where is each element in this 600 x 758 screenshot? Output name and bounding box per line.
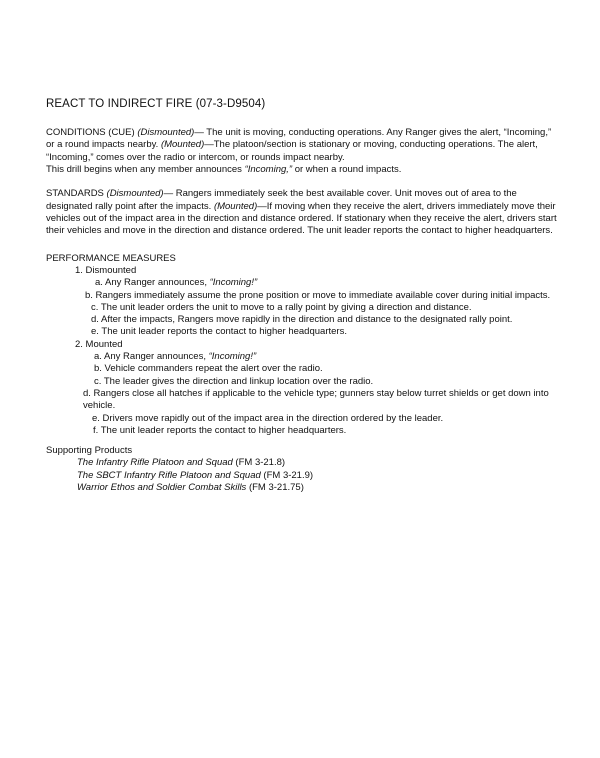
supporting-products-heading: Supporting Products xyxy=(46,445,133,457)
supporting-products-section xyxy=(46,445,560,494)
document-title: REACT TO INDIRECT FIRE (07-3-D9504) xyxy=(46,98,266,110)
pm-item-1e: e. The unit leader reports the contact to higher headquarters. xyxy=(91,326,347,338)
standards-paragraph xyxy=(46,188,560,237)
pm-item-2c: c. The leader gives the direction and linkup location over the radio. xyxy=(94,375,374,387)
pm-item-1b: b. Rangers immediately assume the prone position or move to immediate available cover during initial impacts. xyxy=(85,289,551,301)
supporting-product-2: The SBCT Infantry Rifle Platoon and Squad (FM 3-21.9) xyxy=(77,469,314,481)
supporting-product-1: The Infantry Rifle Platoon and Squad (FM 3-21.8) xyxy=(77,457,286,469)
performance-measures-heading: PERFORMANCE MEASURES xyxy=(46,252,176,264)
pm-group-1-label: 1. Dismounted xyxy=(75,264,137,276)
pm-item-1a: a. Any Ranger announces, “Incoming!” xyxy=(95,277,258,289)
pm-item-1c: c. The unit leader orders the unit to move to a rally point by giving a direction and distance. xyxy=(91,301,472,313)
pm-item-2d: d. Rangers close all hatches if applicable to the vehicle type; gunners stay below turret shields or get down into vehicle. xyxy=(83,387,549,412)
pm-item-2e: e. Drivers move rapidly out of the impact area in the direction ordered by the leader. xyxy=(92,412,444,424)
supporting-product-3: Warrior Ethos and Soldier Combat Skills (FM 3-21.75) xyxy=(77,482,304,494)
pm-item-2a: a. Any Ranger announces, “Incoming!” xyxy=(94,351,257,363)
pm-item-1d: d. After the impacts, Rangers move rapidly in the direction and distance to the designated rally point. xyxy=(91,314,513,326)
pm-group-2-label: 2. Mounted xyxy=(75,338,123,350)
performance-measures-section xyxy=(46,253,560,437)
conditions-paragraph xyxy=(46,127,560,176)
drill-trigger-text: This drill begins when any member announces “Incoming,” or when a round impacts. xyxy=(46,163,402,175)
pm-item-2f: f. The unit leader reports the contact to higher headquarters. xyxy=(93,424,347,436)
standards-text: STANDARDS (Dismounted)— Rangers immediately seek the best available cover. Unit moves out of area to the designated rally point after the impacts. (Mounted)—If moving when they receive the alert, drivers immediately move their vehicles out of the impact area in the direction and distance ordered. If stationary when they receive the alert, drivers start their vehicles and move in the direction and distance ordered. The unit leader reports the contact to higher headquarters. xyxy=(46,188,557,237)
conditions-text: CONDITIONS (CUE) (Dismounted)— The unit is moving, conducting operations. Any Ranger gives the alert, “Incoming,” or a round impacts nearby. (Mounted)—The platoon/section is stationary or moving, conducting operations. The alert, “Incoming,” comes over the radio or intercom, or rounds impact nearby. xyxy=(46,127,552,163)
pm-item-2b: b. Vehicle commanders repeat the alert over the radio. xyxy=(94,363,323,375)
